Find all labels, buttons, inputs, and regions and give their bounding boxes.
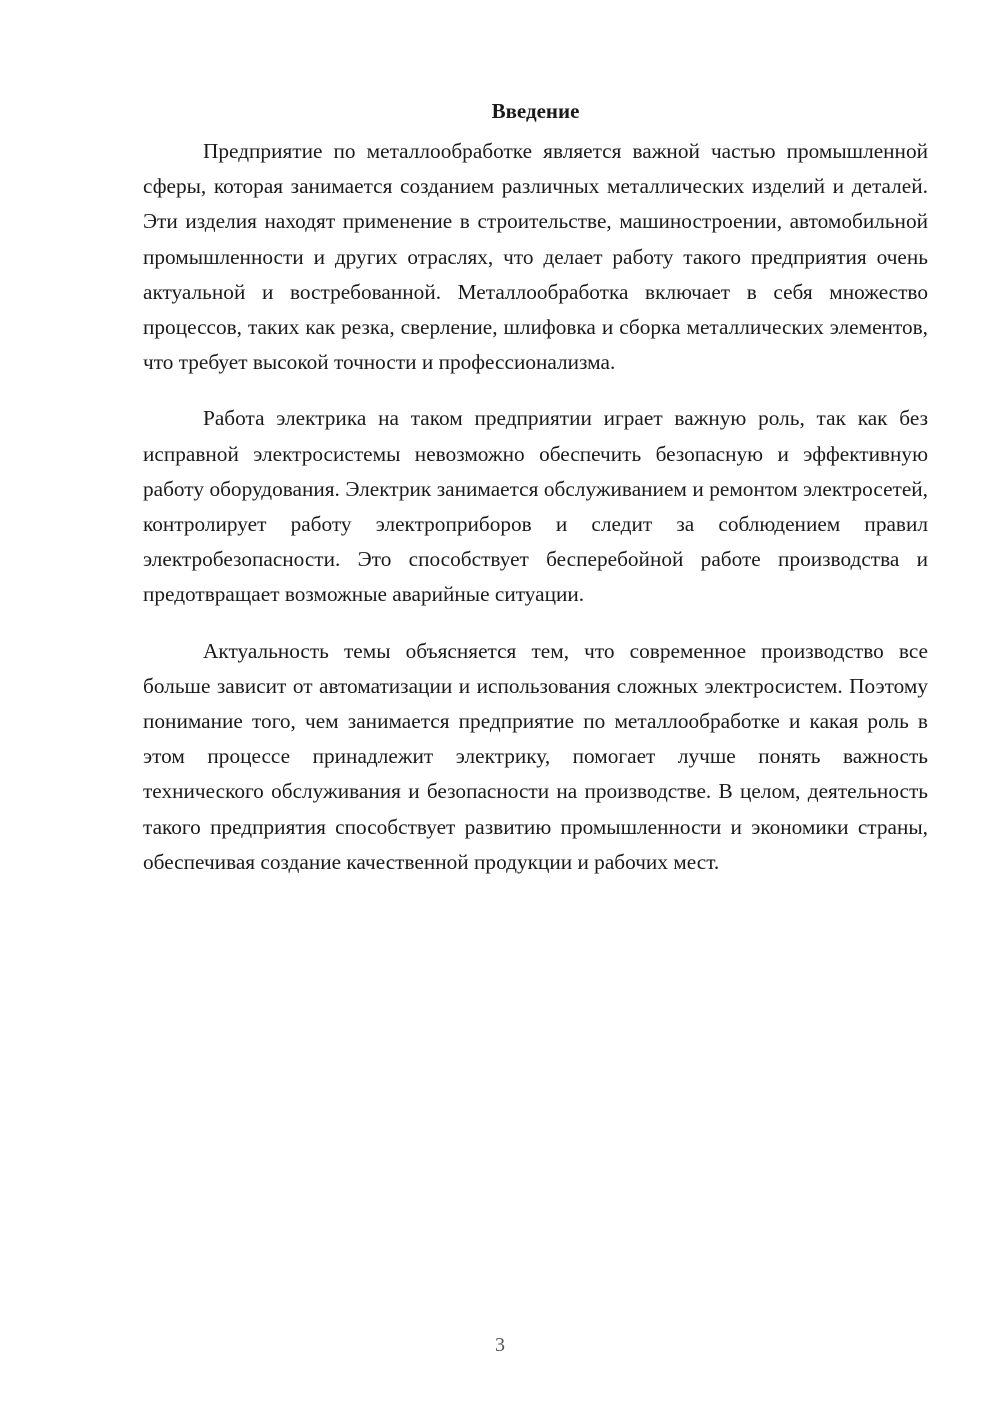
page-content (143, 96, 928, 880)
paragraph-metalworking: Предприятие по металлообработке является важной частью промышленной сферы, которая занимается созданием различных металлических изделий и деталей. Эти изделия находят применение в строительстве, машиностроении, автомобильной промышленности и других отраслях, что делает работу такого предприятия очень актуальной и востребованной. Металлообработка включает в себя множество процессов, таких как резка, сверление, шлифовка и сборка металлических элементов, что требует высокой точности и профессионализма. (143, 139, 928, 375)
paragraph-relevance: Актуальность темы объясняется тем, что современное производство все больше зависит от автоматизации и использования сложных электросистем. Поэтому понимание того, чем занимается предприятие по металлообработке и какая роль в этом процессе принадлежит электрику, помогает лучше понять важность технического обслуживания и безопасности на производстве. В целом, деятельность такого предприятия способствует развитию промышленности и экономики страны, обеспечивая создание качественной продукции и рабочих мест. (143, 638, 928, 874)
page-number: 3 (495, 1334, 505, 1356)
section-heading: Введение (491, 99, 580, 123)
paragraph-electrician-role: Работа электрика на таком предприятии играет важную роль, так как без исправной электросистемы невозможно обеспечить безопасную и эффективную работу оборудования. Электрик занимается обслуживанием и ремонтом электросетей, контролирует работу электроприборов и следит за соблюдением правил электробезопасности. Это способствует бесперебойной работе производства и предотвращает возможные аварийные ситуации. (143, 406, 928, 607)
